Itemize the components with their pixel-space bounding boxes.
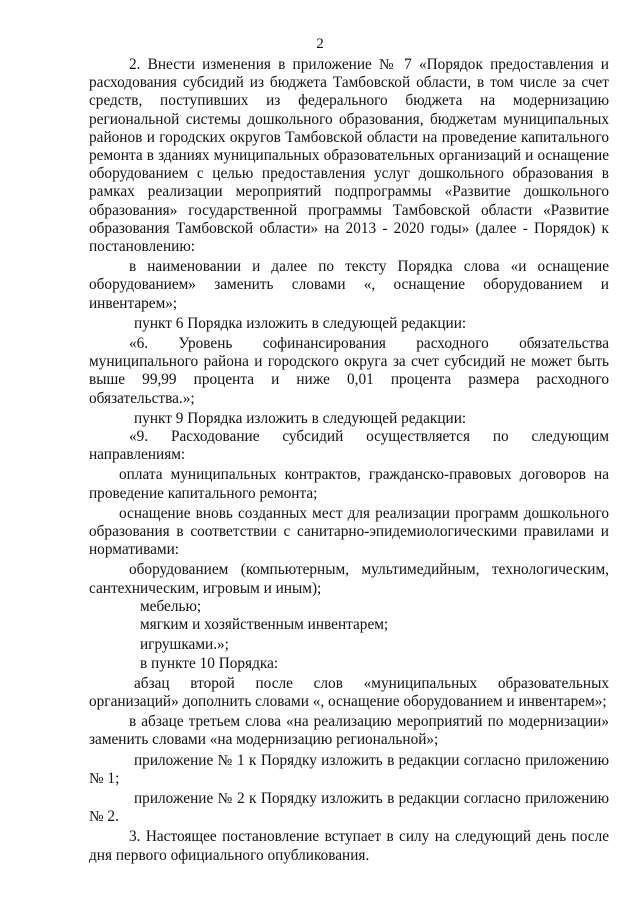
paragraph-point-6-intro: пункт 6 Порядка изложить в следующей редакции: <box>134 314 467 332</box>
paragraph-equipment-types: оборудованием (компьютерным, мультимедийным, технологическим, сантехническим, игровым и иным); <box>89 561 609 597</box>
paragraph-item-3: 3. Настоящее постановление вступает в силу на следующий день после дня первого официального опубликования. <box>89 828 609 864</box>
paragraph-point-10-intro: в пункте 10 Порядка: <box>140 654 279 672</box>
paragraph-naming-change: в наименовании и далее по тексту Порядка слова «и оснащение оборудованием» заменить словами «, оснащение оборудованием и инвентарем»; <box>89 258 609 312</box>
paragraph-contracts: оплата муниципальных контрактов, гражданско-правовых договоров на проведение капитального ремонта; <box>89 466 609 502</box>
paragraph-point-10-second: абзац второй после слов «муниципальных образовательных организаций» дополнить словами «, оснащение оборудованием и инвентарем»; <box>89 674 609 710</box>
paragraph-appendix-1: приложение № 1 к Порядку изложить в редакции согласно приложению № 1; <box>89 751 609 787</box>
paragraph-appendix-2: приложение № 2 к Порядку изложить в редакции согласно приложению № 2. <box>89 789 609 826</box>
paragraph-equipping: оснащение вновь созданных мест для реализации программ дошкольного образования в соответствии с санитарно-эпидемиологическими правилами и нормативами: <box>89 504 609 559</box>
paragraph-point-9-text: «9. Расходование субсидий осуществляется по следующим направлениям: <box>89 428 609 464</box>
paragraph-point-9-intro: пункт 9 Порядка изложить в следующей редакции: <box>134 409 467 427</box>
paragraph-item-2: 2. Внести изменения в приложение № 7 «Порядок предоставления и расходования субсидий из бюджета Тамбовской области, в том числе за счет средств, поступивших из федерального бюджета на модернизацию региональной системы дошкольного образования, бюджетам муниципальных районов и городских округов Тамбовской области на проведение капитального ремонта в зданиях муниципальных образовательных организаций и оснащение оборудованием с целью предоставления услуг дошкольного образования в рамках реализации мероприятий подпрограммы «Развитие дошкольного образования» государственной программы Тамбовской области «Развитие образования Тамбовской области» на 2013 - 2020 годы» (далее - Порядок) к постановлению: <box>89 56 609 256</box>
page-number: 2 <box>316 36 324 52</box>
list-item-toys: игрушками.»; <box>140 636 229 654</box>
paragraph-point-6-text: «6. Уровень софинансирования расходного обязательства муниципального района и городского округа за счет субсидий не может быть выше 99,99 процента и ниже 0,01 процента размера расходного обязательства.»; <box>89 335 609 407</box>
list-item-furniture: мебелью; <box>140 597 202 615</box>
list-item-inventory: мягким и хозяйственным инвентарем; <box>140 616 389 634</box>
paragraph-point-10-third: в абзаце третьем слова «на реализацию мероприятий по модернизации» заменить словами «на модернизацию региональной»; <box>89 713 609 749</box>
document-body <box>89 56 609 865</box>
